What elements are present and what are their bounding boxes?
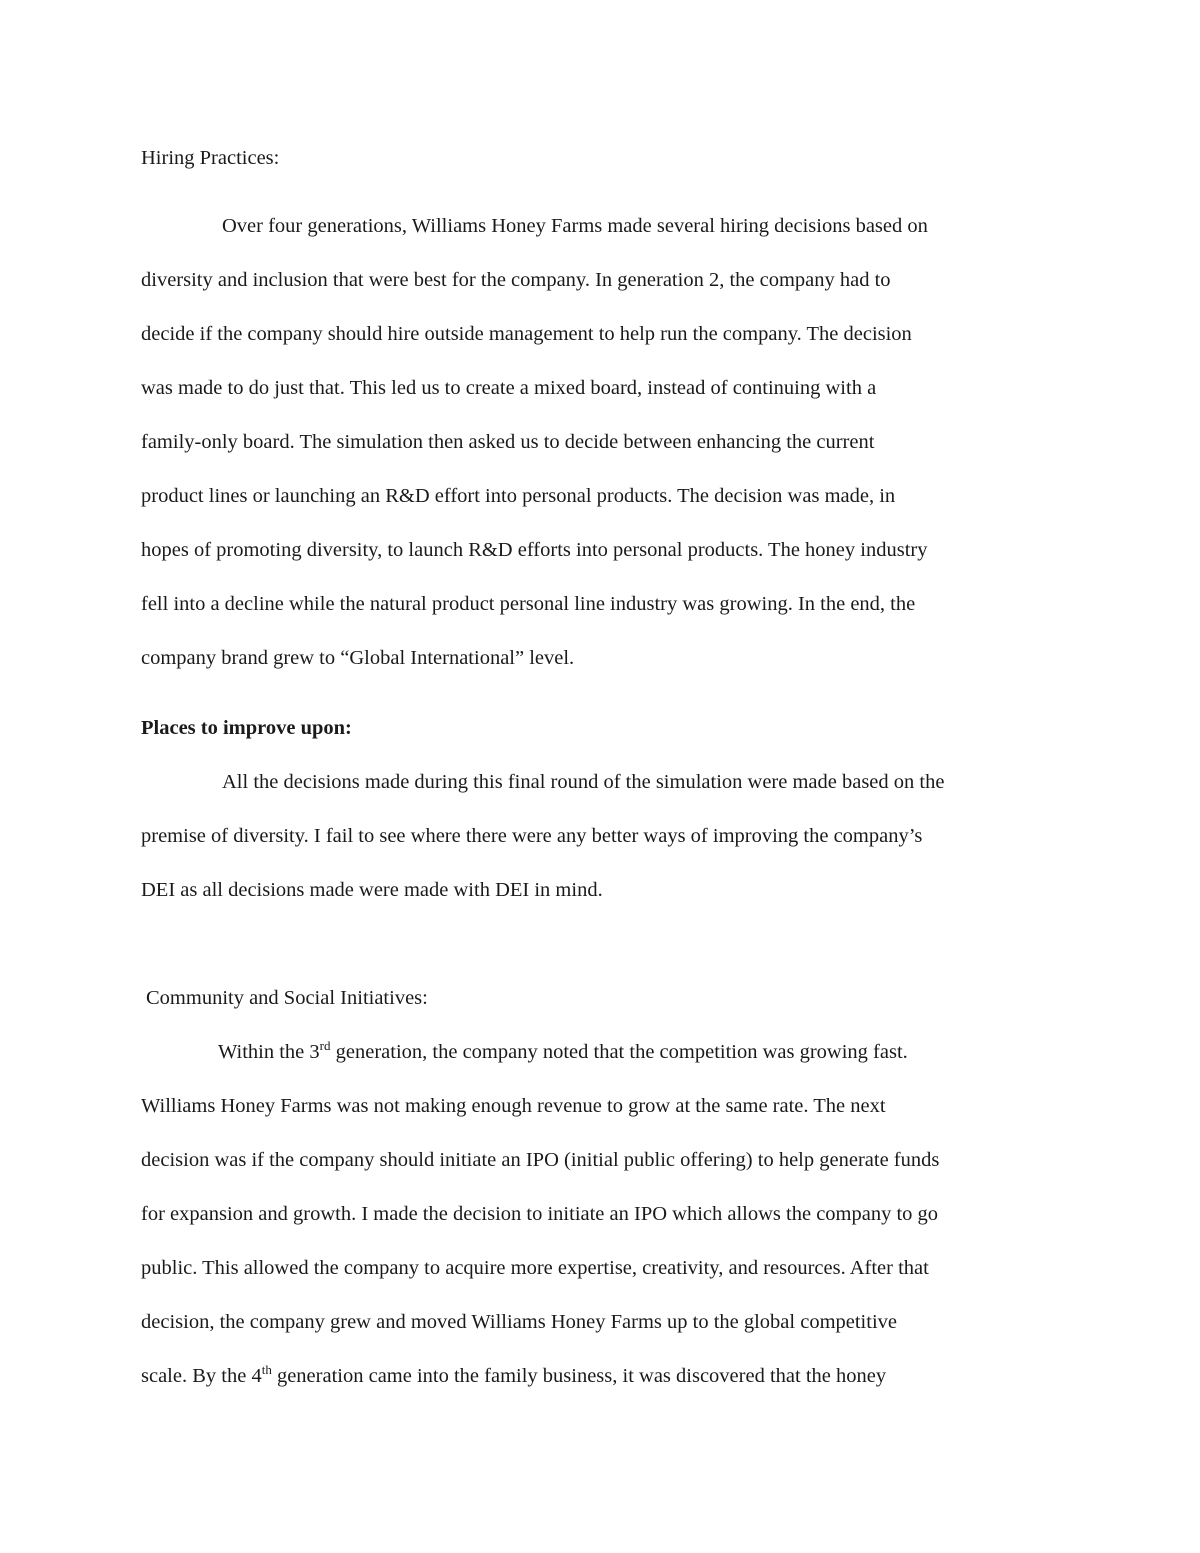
- section-heading-hiring-practices: Hiring Practices:: [141, 147, 280, 169]
- text-segment: generation came into the family business, it was discovered that the honey: [271, 1365, 887, 1387]
- paragraph-line: [218, 1038, 908, 1063]
- paragraph-line: All the decisions made during this final round of the simulation were made based on the: [222, 771, 945, 793]
- paragraph-line: public. This allowed the company to acquire more expertise, creativity, and resources. After that: [141, 1257, 929, 1279]
- paragraph-line: company brand grew to “Global International” level.: [141, 647, 575, 669]
- text-segment: Within the 3: [218, 1041, 320, 1063]
- paragraph-line: premise of diversity. I fail to see where there were any better ways of improving the company’s: [141, 825, 923, 847]
- ordinal-suffix: rd: [319, 1038, 331, 1054]
- paragraph-line: [141, 1362, 887, 1387]
- paragraph-line: was made to do just that. This led us to create a mixed board, instead of continuing with a: [141, 377, 877, 399]
- paragraph-line: diversity and inclusion that were best for the company. In generation 2, the company had to: [141, 269, 891, 291]
- paragraph-line: fell into a decline while the natural product personal line industry was growing. In the end, the: [141, 593, 916, 615]
- paragraph-line: hopes of promoting diversity, to launch R&D efforts into personal products. The honey industry: [141, 539, 928, 561]
- paragraph-line: decide if the company should hire outside management to help run the company. The decision: [141, 323, 912, 345]
- text-segment: generation, the company noted that the competition was growing fast.: [330, 1041, 908, 1063]
- section-heading-places-to-improve: Places to improve upon:: [141, 717, 352, 739]
- ordinal-suffix: th: [261, 1362, 272, 1378]
- section-heading-community-social: Community and Social Initiatives:: [146, 987, 428, 1009]
- paragraph-line: Williams Honey Farms was not making enough revenue to grow at the same rate. The next: [141, 1095, 886, 1117]
- paragraph-line: for expansion and growth. I made the decision to initiate an IPO which allows the company to go: [141, 1203, 939, 1225]
- paragraph-line: Over four generations, Williams Honey Farms made several hiring decisions based on: [222, 215, 928, 237]
- paragraph-line: DEI as all decisions made were made with DEI in mind.: [141, 879, 603, 901]
- paragraph-line: family-only board. The simulation then asked us to decide between enhancing the current: [141, 431, 875, 453]
- text-segment: scale. By the 4: [141, 1365, 262, 1387]
- paragraph-line: product lines or launching an R&D effort into personal products. The decision was made, in: [141, 485, 896, 507]
- paragraph-line: decision, the company grew and moved Williams Honey Farms up to the global competitive: [141, 1311, 897, 1333]
- paragraph-line: decision was if the company should initiate an IPO (initial public offering) to help generate funds: [141, 1149, 940, 1171]
